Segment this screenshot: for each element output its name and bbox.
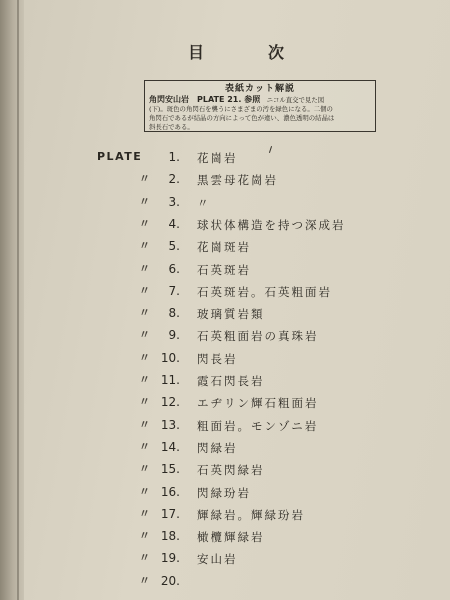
ditto-mark: 〃	[139, 283, 150, 297]
ditto-mark: 〃	[139, 506, 150, 520]
toc-entry	[24, 217, 450, 239]
toc-entry	[24, 351, 450, 373]
toc-entry	[24, 262, 450, 284]
rock-name: 石英粗面岩の真珠岩	[197, 329, 319, 344]
ditto-mark: 〃	[139, 395, 150, 409]
rock-name: 閃長岩	[197, 351, 238, 366]
plate-number: 13.	[160, 417, 180, 432]
cover-note-line-1	[149, 95, 371, 105]
toc-entry	[24, 485, 450, 507]
rock-name: 石英斑岩	[197, 262, 251, 277]
rock-name: 閃緑岩	[197, 440, 238, 455]
book-page	[24, 0, 450, 600]
ditto-mark: 〃	[139, 172, 150, 186]
plate-number: 16.	[160, 484, 180, 499]
plate-number: 11.	[160, 373, 180, 387]
rock-name: 安山岩	[197, 552, 238, 567]
ditto-mark: 〃	[139, 261, 150, 275]
toc-entry	[24, 306, 450, 328]
toc-entry	[24, 150, 450, 172]
rock-name: 花崗岩	[197, 151, 238, 165]
cover-note-line-1-rest: ニコル直交で見た図	[266, 96, 325, 104]
rock-name: 石英閃緑岩	[197, 463, 265, 478]
plate-label: PLATE	[97, 150, 143, 163]
ditto-mark: 〃	[139, 462, 150, 476]
ditto-mark: 〃	[139, 373, 150, 386]
cover-note-heading: 表紙カット解説	[225, 84, 295, 94]
rock-name: 〃	[197, 195, 211, 210]
toc-entry	[24, 328, 450, 350]
toc-entry	[24, 551, 450, 573]
binding-edge	[17, 0, 19, 600]
rock-name: 球状体構造を持つ深成岩	[197, 217, 346, 232]
plate-number: 7.	[168, 283, 180, 298]
toc-entry	[24, 462, 450, 484]
rock-name: 輝緑岩。輝緑玢岩	[197, 507, 305, 522]
plate-number: 15.	[160, 462, 180, 477]
plate-number: 12.	[160, 395, 180, 410]
cover-note-line-4: 斜長石である。	[149, 123, 194, 131]
ditto-mark: 〃	[139, 417, 150, 431]
plate-number: 5.	[168, 239, 180, 254]
plate-number: 19.	[160, 551, 180, 566]
plate-number: 8.	[168, 306, 180, 321]
rock-name: 粗面岩。モンゾニ岩	[197, 418, 319, 433]
plate-number: 20.	[160, 573, 180, 588]
cover-note-reference: 角閃安山岩 PLATE 21. 参照	[149, 95, 261, 104]
toc-entry	[24, 418, 450, 440]
toc-entry	[24, 239, 450, 261]
toc-entry	[24, 195, 450, 217]
rock-name: 玻璃質岩類	[197, 307, 265, 322]
ditto-mark: 〃	[139, 216, 150, 230]
plate-number: 2.	[168, 172, 180, 187]
cover-note-line-2: (下)。斑色の角閃石を襲うにさまざまの汚を緑色になる。二個の	[149, 105, 333, 113]
plate-number: 3.	[168, 194, 180, 209]
ditto-mark: 〃	[139, 439, 150, 453]
rock-name: エヂリン輝石粗面岩	[197, 396, 319, 411]
toc-entry	[24, 574, 450, 596]
toc-entry	[24, 284, 450, 306]
ditto-mark: 〃	[139, 551, 150, 565]
ditto-mark: 〃	[139, 328, 150, 342]
toc-entry	[24, 373, 450, 395]
cover-cut-explanation-box	[144, 80, 376, 132]
plate-number: 9.	[168, 328, 180, 343]
rock-name: 黒雲母花崗岩	[197, 173, 278, 188]
ditto-mark: 〃	[139, 306, 150, 320]
page-title: 目 次	[188, 43, 309, 62]
ditto-mark: 〃	[139, 194, 150, 208]
cover-note-line-3: 角閃石であるが結晶の方向によって色が違い、濃色透明の結晶は	[149, 114, 335, 122]
plate-number: 18.	[160, 529, 180, 544]
plate-number: 6.	[168, 261, 180, 276]
rock-name: 閃緑玢岩	[197, 485, 251, 500]
ditto-mark: 〃	[139, 239, 150, 253]
plate-number: 17.	[160, 506, 180, 521]
ditto-mark: 〃	[139, 529, 150, 543]
ditto-mark: 〃	[139, 484, 150, 498]
rock-name: 橄欖輝緑岩	[197, 530, 265, 545]
plate-number: 14.	[160, 439, 180, 454]
rock-name: 霞石閃長岩	[197, 374, 265, 388]
toc-entry	[24, 172, 450, 194]
plate-number: 4.	[168, 216, 180, 231]
rock-name: 石英斑岩。石英粗面岩	[197, 284, 332, 299]
plate-number: 1.	[168, 150, 180, 164]
toc-entry	[24, 507, 450, 529]
rock-name: 花崗斑岩	[197, 240, 251, 255]
plate-number: 10.	[160, 350, 180, 365]
book-spine-shadow	[0, 0, 24, 600]
toc-entry	[24, 395, 450, 417]
toc-entry	[24, 529, 450, 551]
ditto-mark: 〃	[139, 573, 150, 587]
toc-entry	[24, 440, 450, 462]
ditto-mark: 〃	[139, 350, 150, 364]
